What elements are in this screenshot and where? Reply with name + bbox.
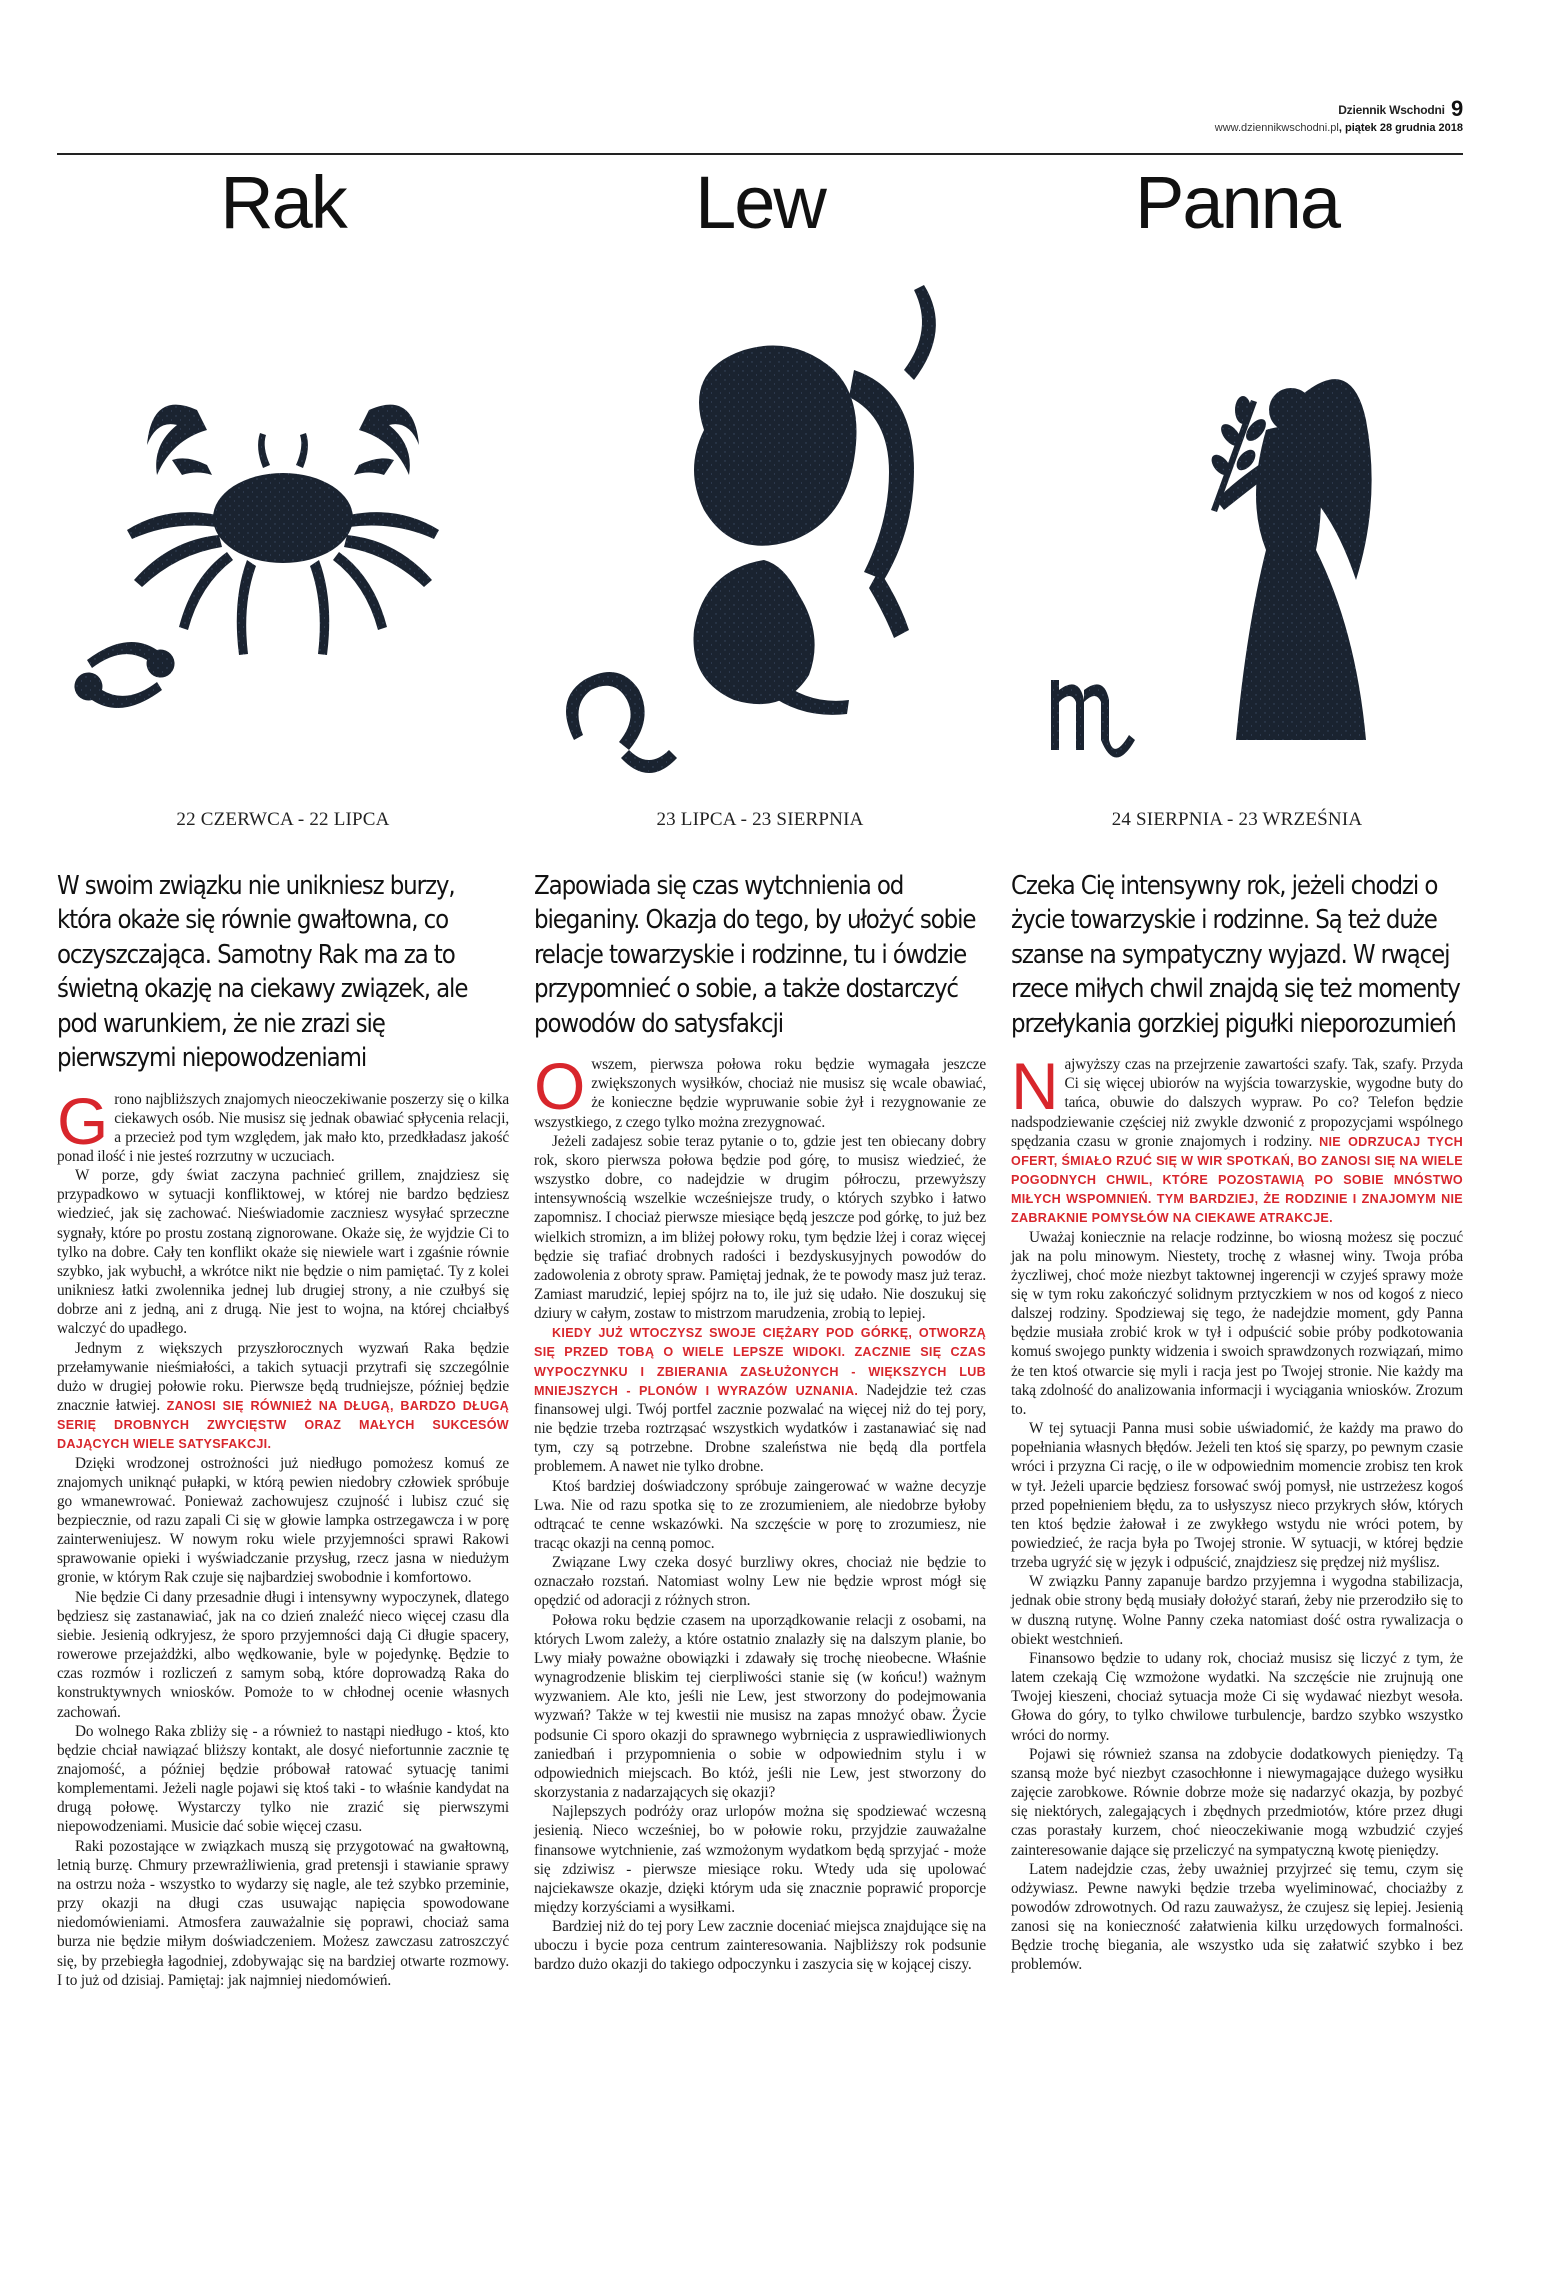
page-number: 9 xyxy=(1450,96,1463,121)
article-body xyxy=(1011,1049,1463,1975)
paragraph: W tej sytuacji Panna musi sobie uświadomić, że każdy ma prawo do popełniania własnych błędów. Jeżeli ten ktoś się sparzy, po pewnym czasie wróci i przyzna Ci rację, o ile w odpowiednim momencie zrobisz ten krok w tył. Jeżeli uparcie będziesz forsować swój pomysł, nie ustrzeżesz kogoś przed popełnieniem błędu, za to usłyszysz nieco przykrych słów, których ten ktoś będzie żałował i ze zwykłego wstydu nie wróci potem, by powiedzieć, że racja była po Twojej stronie. W sytuacji, w której będzie trzeba ugryźć się w język i odpuścić, znajdziesz się prędzej niż myślisz. xyxy=(1011,1420,1463,1572)
sign-title: Lew xyxy=(695,161,825,244)
paper-name: Dziennik Wschodni xyxy=(1338,103,1445,117)
masthead-top xyxy=(1215,96,1463,122)
virgo-maiden-icon xyxy=(1011,260,1463,805)
paragraph: Do wolnego Raka zbliży się - a również to nastąpi niedługo - ktoś, kto będzie chciał nawiązać bliższy kontakt, ale dosyć niefortunnie zacznie tę znajomość, a później będzie próbował ratować sytuację tanimi komplementami. Jeżeli nagle pojawi się ktoś taki - to właśnie kandydat na drugą połowę. Wystarczy tylko nie zrazić się pierwszymi niepowodzeniami. Musicie dać sobie więcej czasu. xyxy=(57,1722,509,1836)
paragraph: Raki pozostające w związkach muszą się przygotować na gwałtowną, letnią burzę. Chmury przewrażliwienia, grad pretensji i stawianie sprawy na ostrzu noża - wszystko to wydarzy się nagle, ale też szybko przeminie, przy okazji na długi czas usuwając napięcia spowodowane niedomówieniami. Atmosfera zauważalnie się poprawi, chociaż sama burza nie będzie miłym doświadczeniem. Możesz zawczasu zatroszczyć się, by przebiegła łagodniej, zdobywając się na bardziej otwarte rozmowy. I to już od dzisiaj. Pamiętaj: jak najmniej niedomówień. xyxy=(57,1837,509,1989)
lion-icon xyxy=(534,260,986,805)
paragraph: Pojawi się również szansa na zdobycie dodatkowych pieniędzy. Tą szansą może być niezbyt czasochłonne i niewymagające dużego wysiłku zajęcie zarobkowe. Równie dobrze może się nadarzyć okazja, by pozbyć się niektórych, zalegających i zbędnych przedmiotów, które przez długi czas porastały kurzem, choć nieoczekiwanie mogą wzbudzić czyjeś zainteresowanie dające się przeliczyć na sympatyczną kwotę pieniędzy. xyxy=(1011,1745,1463,1859)
paragraph: Grono najbliższych znajomych nieoczekiwanie poszerzy się o kilka ciekawych osób. Nie musisz się jednak obawiać spłycenia relacji, a przecież pod tym względem, jak mało kto, przedkładasz jakość ponad ilość i nie jesteś rozrzutny w uczuciach. xyxy=(57,1083,509,1165)
highlight-text: KIEDY JUŻ WTOCZYSZ SWOJE CIĘŻARY POD GÓRKĘ, OTWORZĄ SIĘ PRZED TOBĄ O WIELE LEPSZE WIDOKI. ZACZNIE SIĘ CZAS WYPOCZYNKU I ZBIERANIA ZASŁUŻONYCH - WIĘKSZYCH LUB MNIEJSZYCH - PLONÓW I WYRAZÓW UZNANIA. xyxy=(534,1326,986,1398)
paragraph: Najwyższy czas na przejrzenie zawartości szafy. Tak, szafy. Przyda Ci się więcej ubiorów na wyjścia towarzyskie, wygodne buty do tańca, obuwie do dalszych wypraw. Po co? Telefon będzie nadspodziewanie częściej niż zwykle dzwonić z propozycjami wspólnego spędzania czasu w gronie znajomych i rodziny. NIE ODRZUCAJ TYCH OFERT, ŚMIAŁO RZUĆ SIĘ W WIR SPOTKAŃ, BO ZANOSI SIĘ NA WIELE POGODNYCH CHWIL, KTÓRE POZOSTAWIĄ PO SOBIE MNÓSTWO MIŁYCH WSPOMNIEŃ. TYM BARDZIEJ, ŻE RODZINIE I ZNAJOMYM NIE ZABRAKNIE POMYSŁÓW NA CIEKAWE ATRAKCJE. xyxy=(1011,1049,1463,1226)
paragraph: Dzięki wrodzonej ostrożności już niedługo pomożesz komuś ze znajomych uniknąć pułapki, w którą pewien niedobry człowiek spróbuje go wmanewrować. Ponieważ zachowujesz czujność i lubisz czuć się bezpiecznie, od razu zapali Ci się w głowie lampka ostrzegawcza i w porę zainterweniujesz. W nowym roku wiele przyjemności sprawi Rakowi sprawowanie opieki i wyświadczanie przysług, rzecz jasna w niedużym gronie, w którym Rak czuje się najbardziej swobodnie i komfortowo. xyxy=(57,1454,509,1587)
paragraph: Ktoś bardziej doświadczony spróbuje zaingerować w ważne decyzje Lwa. Nie od razu spotka się to ze zrozumieniem, ale niedobrze byłoby odtrącać te cenne wskazówki. Na szczęście w porę to zrozumiesz, nie tracąc okazji na cenną pomoc. xyxy=(534,1477,986,1553)
sign-dates: 23 LIPCA - 23 SIERPNIA xyxy=(656,809,864,830)
paragraph: W związku Panny zapanuje bardzo przyjemna i wygodna stabilizacja, jednak obie strony będą musiały dołożyć starań, żeby nie przerodziło się to w duszną rutynę. Wolne Panny czeka natomiast dość ostra rywalizacja o obiekt westchnień. xyxy=(1011,1573,1463,1648)
highlight-text: NIE ODRZUCAJ TYCH OFERT, ŚMIAŁO RZUĆ SIĘ W WIR SPOTKAŃ, BO ZANOSI SIĘ NA WIELE POGODNYCH CHWIL, KTÓRE POZOSTAWIĄ PO SOBIE MNÓSTWO MIŁYCH WSPOMNIEŃ. TYM BARDZIEJ, ŻE RODZINIE I ZNAJOMYM NIE ZABRAKNIE POMYSŁÓW NA CIEKAWE ATRAKCJE. xyxy=(1011,1134,1463,1226)
column-lew xyxy=(534,160,986,1975)
crab-icon xyxy=(57,260,509,805)
issue-date: piątek 28 grudnia 2018 xyxy=(1345,122,1463,134)
paragraph: Jednym z większych przyszłorocznych wyzwań Raka będzie przełamywanie nieśmiałości, a takich sytuacji przytrafi się szczególnie dużo w drugiej połowie roku. Pierwsze będą trudniejsze, później będzie znacznie łatwiej. ZANOSI SIĘ RÓWNIEŻ NA DŁUGĄ, BARDZO DŁUGĄ SERIĘ DROBNYCH ZWYCIĘSTW ORAZ MAŁYCH SUKCESÓW DAJĄCYCH WIELE SATYSFAKCJI. xyxy=(57,1339,509,1452)
paragraph: Uważaj koniecznie na relacje rodzinne, bo wiosną możesz się poczuć jak na polu minowym. Niestety, trochę z własnej winy. Twoja próba życzliwej, choć może niezbyt taktownej ingerencji w czyjeś sprawy może się w tym roku zakończyć solidnym prztyczkiem w nos od kogoś z nieco dalszej rodziny. Spodziewaj się tego, że nadejdzie moment, gdy Panna będzie musiała zrobić krok w tył i odpuścić sobie próby podkotowania komuś swojego punkty widzenia i swoich sprawdzonych rozwiązań, mimo że ten ktoś otwarcie się myli i racja jest po Twojej stronie. Nie każdy ma taką zdolność do analizowania informacji i wyciągania wniosków. Zrozum to. xyxy=(1011,1228,1463,1418)
paragraph: KIEDY JUŻ WTOCZYSZ SWOJE CIĘŻARY POD GÓRKĘ, OTWORZĄ SIĘ PRZED TOBĄ O WIELE LEPSZE WIDOKI. ZACZNIE SIĘ CZAS WYPOCZYNKU I ZBIERANIA ZASŁUŻONYCH - WIĘKSZYCH LUB MNIEJSZYCH - PLONÓW I WYRAZÓW UZNANIA. Nadejdzie też czas finansowej ulgi. Twój portfel zacznie pozwalać na więcej niż do tej pory, nie będzie trzeba roztrząsać wszystkich wydatków i zastanawiać się nad tym, czy są potrzebne. Drobne szaleństwa nie będą dla portfela problemem. A nawet nie tylko drobne. xyxy=(534,1326,986,1476)
paper-url: www.dziennikwschodni.pl xyxy=(1214,122,1339,134)
paragraph: Związane Lwy czeka dosyć burzliwy okres, chociaż nie będzie to oznaczało rozstań. Natomiast wolny Lew nie będzie wprost mógł się opędzić od adoracji z różnych stron. xyxy=(534,1554,986,1610)
sign-dates: 22 CZERWCA - 22 LIPCA xyxy=(176,809,390,830)
drop-cap: G xyxy=(57,1083,109,1158)
article-body xyxy=(534,1049,986,1975)
highlight-text: ZANOSI SIĘ RÓWNIEŻ NA DŁUGĄ, BARDZO DŁUGĄ SERIĘ DROBNYCH ZWYCIĘSTW ORAZ MAŁYCH SUKCESÓW DAJĄCYCH WIELE SATYSFAKCJI. xyxy=(57,1399,509,1452)
sign-title: Panna xyxy=(1135,161,1339,244)
paragraph: Połowa roku będzie czasem na uporządkowanie relacji z osobami, na których Lwom zależy, a które ostatnio znalazły się na dalszym planie, bo Lwy miały poważne obowiązki i zdawały się trochę nieobecne. Właśnie wynagrodzenie bliskim tej cierpliwości stanie się (w końcu!) ważnym wyzwaniem. Ale kto, jeśli nie Lew, jest stworzony do podejmowania wyzwań? Także w tej kwestii nie musisz na zapas mnożyć obaw. Życie podsunie Ci sporo okazji do sprawnego wybrnięcia z usprawiedliwionych zaniedbań i przypomnienia o sobie w odpowiednim stylu i w odpowiednich miejscach. Bo któż, jeśli nie Lew, jest stworzony do skorzystania z nadarzających się okazji? xyxy=(534,1611,986,1802)
paragraph: Finansowo będzie to udany rok, chociaż musisz się liczyć z tym, że latem czekają Cię wzmożone wydatki. Na szczęście nie zrujnują one Twojej kieszeni, chociaż sytuacja może Ci się wydawać niezbyt wesoła. Głowa do góry, to tylko chwilowe turbulencje, bardzo szybko wszystko wróci do normy. xyxy=(1011,1649,1463,1744)
article-body xyxy=(57,1083,509,1990)
paragraph: Najlepszych podróży oraz urlopów można się spodziewać wczesną jesienią. Nieco wcześniej, bo w połowie roku, przyjdzie zauważalne finansowe wytchnienie, zaś wzmożonym wydatkom będą sprzyjać - może się zdziwisz - pierwsze miesiące roku. Wtedy uda się upolować najciekawsze okazje, dzięki którym uda się znacznie poprawić proporcje między korzyściami a wysiłkami. xyxy=(534,1803,986,1916)
drop-cap: N xyxy=(1011,1049,1059,1124)
paragraph: W porze, gdy świat zaczyna pachnieć grillem, znajdziesz się przypadkowo w sytuacji konfliktowej, w której nie bardzo będziesz wiedzieć, jak się zachować. Nieświadomie zaczniesz wysyłać sprzeczne sygnały, które po prostu zostaną zignorowane. Okaże się, że wyjdzie Ci to tylko na dobre. Cały ten konflikt okaże się niewiele wart i zgaśnie równie szybko, jak wybuchł, a wkrótce nikt nie będzie o nim pamiętać. Ty z kolei unikniesz łatki zwolennika jednej lub drugiej strony, a nie czułbyś się dobrze ani z jedną, ani z drugą. Nie jest to wojna, na której chciałbyś walczyć do upadłego. xyxy=(57,1167,509,1338)
sign-dates: 24 SIERPNIA - 23 WRZEŚNIA xyxy=(1111,809,1363,830)
paragraph: Bardziej niż do tej pory Lew zacznie doceniać miejsca znajdujące się na uboczu i bycie poza centrum zainteresowania. Najbliższy rok podsunie bardzo dużo okazji do takiego odpoczynku i zaszycia się w kojącej ciszy. xyxy=(534,1918,986,1974)
column-rak xyxy=(57,160,509,1990)
lead-paragraph: Zapowiada się czas wytchnienia od bieganiny. Okazja do tego, by ułożyć sobie relacje towarzyskie i rodzinne, tu i ówdzie przypomnieć o sobie, a także dostarczyć powodów do satysfakcji xyxy=(534,871,976,1039)
paragraph: Jeżeli zadajesz sobie teraz pytanie o to, gdzie jest ten obiecany dobry rok, skoro pierwsza połowa będzie pod górę, to musisz wiedzieć, że wszystko dobre, co nadejdzie w drugim półroczu, przewyższy intensywnością wszelkie wcześniejsze trudy, o których szybko i łatwo zapomnisz. I chociaż pierwsze miesiące będą jeszcze pod górkę, to już bez wielkich stromizn, a im bliżej połowy roku, tym będzie lżej i coraz więcej będzie się trafiać drobnych radości i bezdyskusyjnych powodów do zadowolenia z obroty spraw. Pamiętaj jednak, że te powody masz już teraz. Zamiast marudzić, lepiej spójrz na to, ile już się udało. Nie doszukuj się dziury w całym, zostaw to mistrzom marudzenia, zrobią to lepiej. xyxy=(534,1132,986,1323)
sign-title: Rak xyxy=(220,161,346,244)
lead-paragraph: Czeka Cię intensywny rok, jeżeli chodzi o życie towarzyskie i rodzinne. Są też duże szanse na sympatyczny wyjazd. W rwącej rzece miłych chwil znajdą się też momenty przełykania gorzkiej pigułki nieporozumień xyxy=(1011,871,1460,1039)
paragraph: Latem nadejdzie czas, żeby uważniej przyjrzeć się temu, czym się odżywiasz. Pewne nawyki będzie trzeba wyeliminować, chociażby z powodów zdrowotnych. Od razu zauważysz, że czujesz się lepiej. Jesienią zanosi się na konieczność załatwienia kilku urzędowych formalności. Będzie trochę biegania, ale wszystko uda się załatwić szybko i bez problemów. xyxy=(1011,1860,1463,1974)
drop-cap: O xyxy=(534,1049,586,1124)
masthead xyxy=(1215,96,1463,134)
header-rule xyxy=(57,153,1463,155)
column-panna xyxy=(1011,160,1463,1975)
paragraph: Nie będzie Ci dany przesadnie długi i intensywny wypoczynek, dlatego będziesz się zastanawiać, jak na co dzień znaleźć nieco więcej czasu dla siebie. Jesienią odkryjesz, że sporo przyjemności dają Ci długie spacery, rowerowe przejażdżki, albo wędkowanie, byle w pojedynkę. Będzie to czas rozmów i rozliczeń z samym sobą, które doprowadzą Raka do konstruktywnych wniosków. Pomoże to w chłodnej ocenie własnych zachowań. xyxy=(57,1588,509,1721)
masthead-bottom: www.dziennikwschodni.pl, piątek 28 grudnia 2018 xyxy=(1214,122,1463,134)
lead-paragraph: W swoim związku nie unikniesz burzy, która okaże się równie gwałtowna, co oczyszczająca. Samotny Rak ma za to świetną okazję na ciekawy związek, ale pod warunkiem, że nie zrazi się pierwszymi niepowodzeniami xyxy=(57,871,468,1074)
paragraph: Owszem, pierwsza połowa roku będzie wymagała jeszcze zwiększonych wysiłków, chociaż nie musisz się wcale obawiać, że konieczne będzie wypruwanie sobie żył i rezygnowanie ze wszystkiego, z czego tylko można zrezygnować. xyxy=(534,1049,986,1131)
